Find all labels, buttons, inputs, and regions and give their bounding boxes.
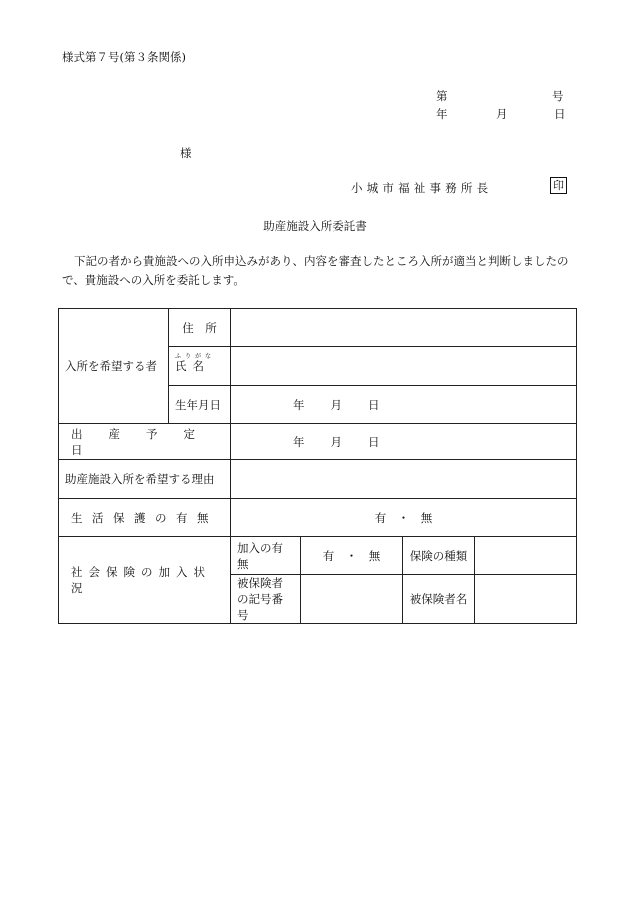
insurance-type-label: 保険の種類 xyxy=(403,537,475,575)
table-row xyxy=(59,309,577,347)
welfare-value[interactable]: 有 ・ 無 xyxy=(231,499,577,537)
issuer-name: 小城市福祉事務所長 xyxy=(351,181,493,195)
body-paragraph: 下記の者から貴施設への入所申込みがあり、内容を審査したところ入所が適当と判断しましたので、貴施設への入所を委託します。 xyxy=(62,254,569,287)
insurance-label: 社会保険の加入状況 xyxy=(59,537,231,624)
document-number-suffix: 号 xyxy=(552,89,564,103)
insured-number-field[interactable] xyxy=(301,575,403,624)
document-title: 助産施設入所委託書 xyxy=(263,219,367,233)
seal-mark: 印 xyxy=(550,177,567,194)
enrolled-label: 加入の有無 xyxy=(231,537,301,575)
birth-date-field[interactable]: 年 月 日 xyxy=(231,386,577,424)
form-number: 様式第７号(第３条関係) xyxy=(62,50,186,64)
welfare-label: 生活保護の有無 xyxy=(59,499,231,537)
date-month-label: 月 xyxy=(496,107,508,121)
due-date-label: 出産予定日 xyxy=(59,424,231,460)
reason-label: 助産施設入所を希望する理由 xyxy=(59,460,231,499)
table-row xyxy=(59,424,577,460)
insurance-type-field[interactable] xyxy=(475,537,577,575)
insured-name-field[interactable] xyxy=(475,575,577,624)
enrolled-value[interactable]: 有 ・ 無 xyxy=(301,537,403,575)
applicant-label: 入所を希望する者 xyxy=(59,309,169,424)
date-year-label: 年 xyxy=(436,107,448,121)
reason-field[interactable] xyxy=(231,460,577,499)
name-field[interactable] xyxy=(231,347,577,386)
due-date-field[interactable]: 年 月 日 xyxy=(231,424,577,460)
table-row xyxy=(59,499,577,537)
addressee-suffix: 様 xyxy=(180,146,192,160)
date-day-label: 日 xyxy=(554,107,566,121)
name-label: ふりがな 氏 名 xyxy=(169,347,231,386)
table-row xyxy=(59,537,577,575)
table-row xyxy=(59,460,577,499)
birth-date-label: 生年月日 xyxy=(169,386,231,424)
name-ruby: ふりがな xyxy=(175,353,216,360)
application-table xyxy=(58,308,577,624)
insured-number-label: 被保険者の記号番号 xyxy=(231,575,301,624)
address-label: 住 所 xyxy=(169,309,231,347)
address-field[interactable] xyxy=(231,309,577,347)
document-number-prefix: 第 xyxy=(436,89,448,103)
insured-name-label: 被保険者名 xyxy=(403,575,475,624)
